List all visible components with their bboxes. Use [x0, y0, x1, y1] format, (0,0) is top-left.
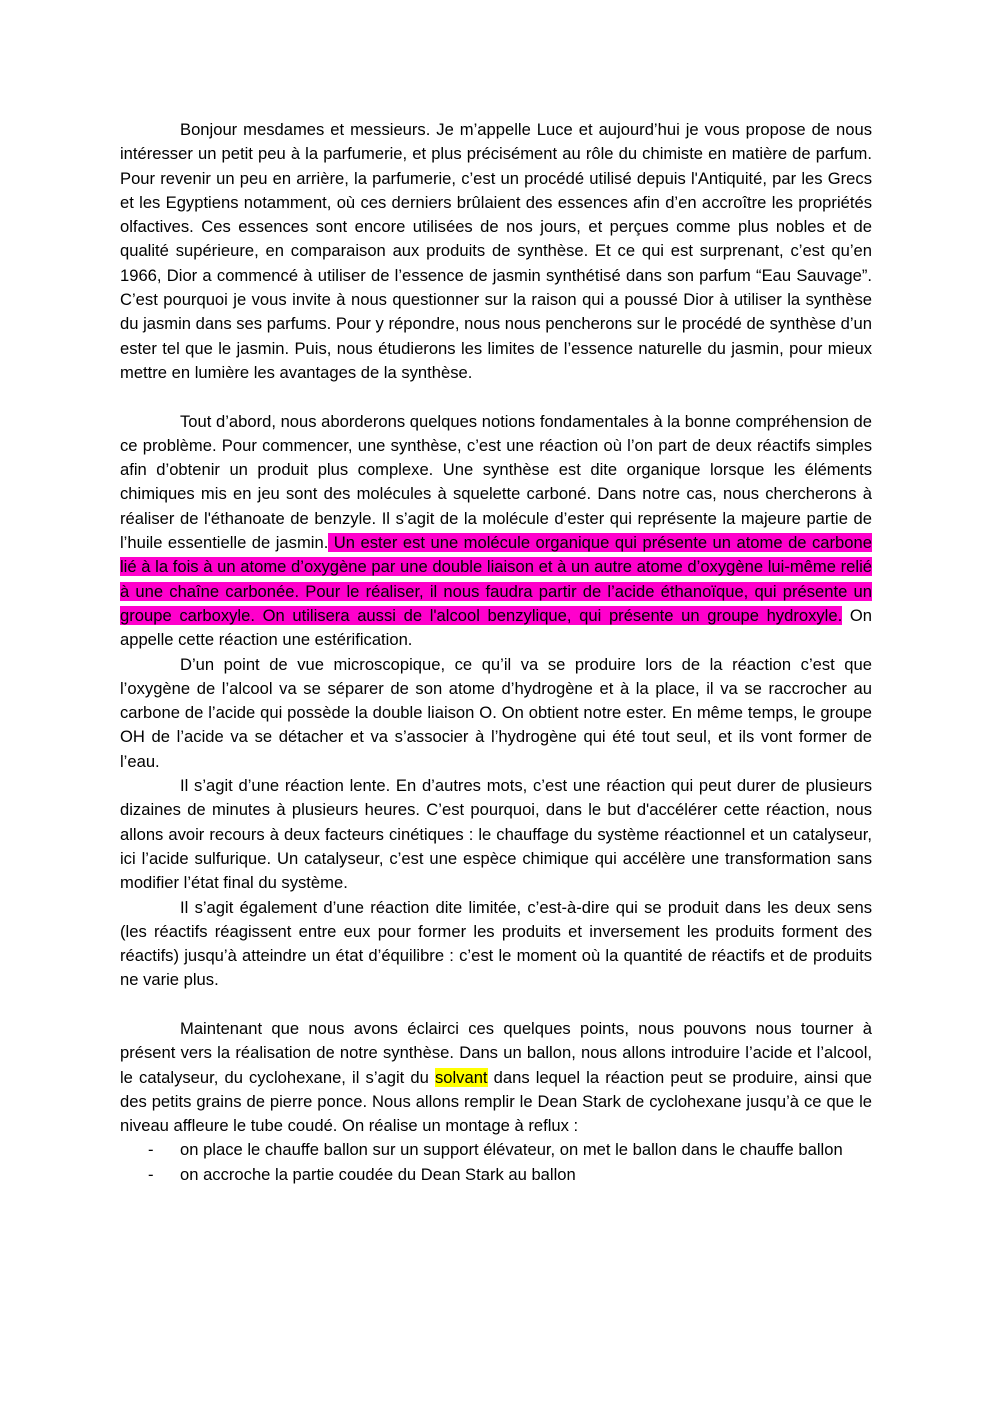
section1-paragraph-4: Il s’agit également d’une réaction dite limitée, c’est-à-dire qui se produit dans les deux sens (les réactifs réagissent entre eux pour former les produits et inversement les produits forment des réactifs) jusqu’à atteindre un état d’équilibre : c’est le moment où la quantité de réactifs et de produits ne varie plus. — [120, 897, 872, 990]
list-item-text: on place le chauffe ballon sur un support élévateur, on met le ballon dans le chauffe ballon — [180, 1140, 843, 1160]
yellow-highlight: solvant — [434, 1067, 488, 1087]
paragraph-gap — [120, 385, 872, 409]
list-item-text: on accroche la partie coudée du Dean Stark au ballon — [180, 1164, 576, 1184]
section1-paragraph-3: Il s’agit d’une réaction lente. En d’autres mots, c’est une réaction qui peut durer de plusieurs dizaines de minutes à plusieurs heures. C’est pourquoi, dans le but d'accélérer cette réaction, nous allons avoir recours à deux facteurs cinétiques : le chauffage du système réactionnel et un catalyseur, ici l’acide sulfurique. Un catalyseur, c’est une espèce chimique qui accélère une transformation sans modifier l’état final du système. — [120, 776, 872, 893]
list-dash: - — [148, 1140, 154, 1160]
pink-highlight: Un ester est une molécule organique qui présente un atome de carbone lié à la fois à un atome d’oxygène par une double liaison et à un autre atome d’oxygène lui-même relié à une chaîne carbonée. Pour le réaliser, il nous faudra partir de l’acide éthanoïque, qui présente un groupe carboxyle. On utilisera aussi de l'alcool benzylique, qui présente un groupe hydroxyle. — [120, 533, 872, 625]
intro-paragraph: Bonjour mesdames et messieurs. Je m’appelle Luce et aujourd’hui je vous propose de nous intéresser un petit peu à la parfumerie, et plus précisément au rôle du chimiste en matière de parfum. Pour revenir un peu en arrière, la parfumerie, c’est un procédé utilisé depuis l'Antiquité, par les Grecs et les Egyptiens notamment, où ces derniers brûlaient des essences afin d’en accroître les propriétés olfactives. Ces essences sont encore utilisées de nos jours, et perçues comme plus nobles et de qualité supérieure, en comparaison aux produits de synthèse. Et ce qui est surprenant, c’est qu’en 1966, Dior a commencé à utiliser de l’essence de jasmin synthétisé dans son parfum “Eau Sauvage”. C’est pourquoi je vous invite à nous questionner sur la raison qui a poussé Dior à utiliser la synthèse du jasmin dans ses parfums. Pour y répondre, nous nous pencherons sur le procédé de synthèse d’un ester tel que le jasmin. Puis, nous étudierons les limites de l’essence naturelle du jasmin, pour mieux mettre en lumière les avantages de la synthèse. — [120, 120, 872, 382]
section1-p1-tail: On appelle cette réaction une estérification. — [120, 605, 873, 650]
list-dash: - — [148, 1164, 154, 1184]
section2-paragraph-1 — [120, 1017, 872, 1138]
section1-p1-text: Tout d’abord, nous aborderons quelques notions fondamentales à la bonne compréhension de ce problème. Pour commencer, une synthèse, c’est une réaction où l’on part de deux réactifs simples afin d’obtenir un produit plus complexe. Une synthèse est dite organique lorsque les éléments chimiques mis en jeu sont des molécules à squelette carboné. Dans notre cas, nous chercherons à réaliser de l'éthanoate de benzyle. Il s’agit de la molécule d’ester qui représente la majeure partie de l’huile essentielle de jasmin. — [120, 411, 872, 553]
section1-paragraph-1 — [120, 410, 872, 653]
section2-p1-tail: dans lequel la réaction peut se produire, ainsi que des petits grains de pierre ponce. Nous allons remplir le Dean Stark de cyclohexane jusqu’à ce que le niveau affleure le tube coudé. On réalise un montage à reflux : — [120, 1067, 872, 1136]
list-item — [120, 1138, 872, 1162]
paragraph-gap — [120, 993, 872, 1017]
procedure-list — [120, 1138, 872, 1187]
section2-p1-text: Maintenant que nous avons éclairci ces quelques points, nous pouvons nous tourner à présent vers la réalisation de notre synthèse. Dans un ballon, nous allons introduire l’acide et l’alcool, le catalyseur, du cyclohexane, il s’agit du — [120, 1018, 872, 1087]
list-item — [120, 1163, 872, 1187]
section1-paragraph-2: D’un point de vue microscopique, ce qu’il va se produire lors de la réaction c’est que l’oxygène de l’alcool va se séparer de son atome d’hydrogène et à la place, il va se raccrocher au carbone de l’acide qui possède la double liaison O. On obtient notre ester. En même temps, le groupe OH de l’acide va se détacher et va s’associer à l’hydrogène qui été tout seul, et ils vont former de l’eau. — [120, 654, 872, 771]
